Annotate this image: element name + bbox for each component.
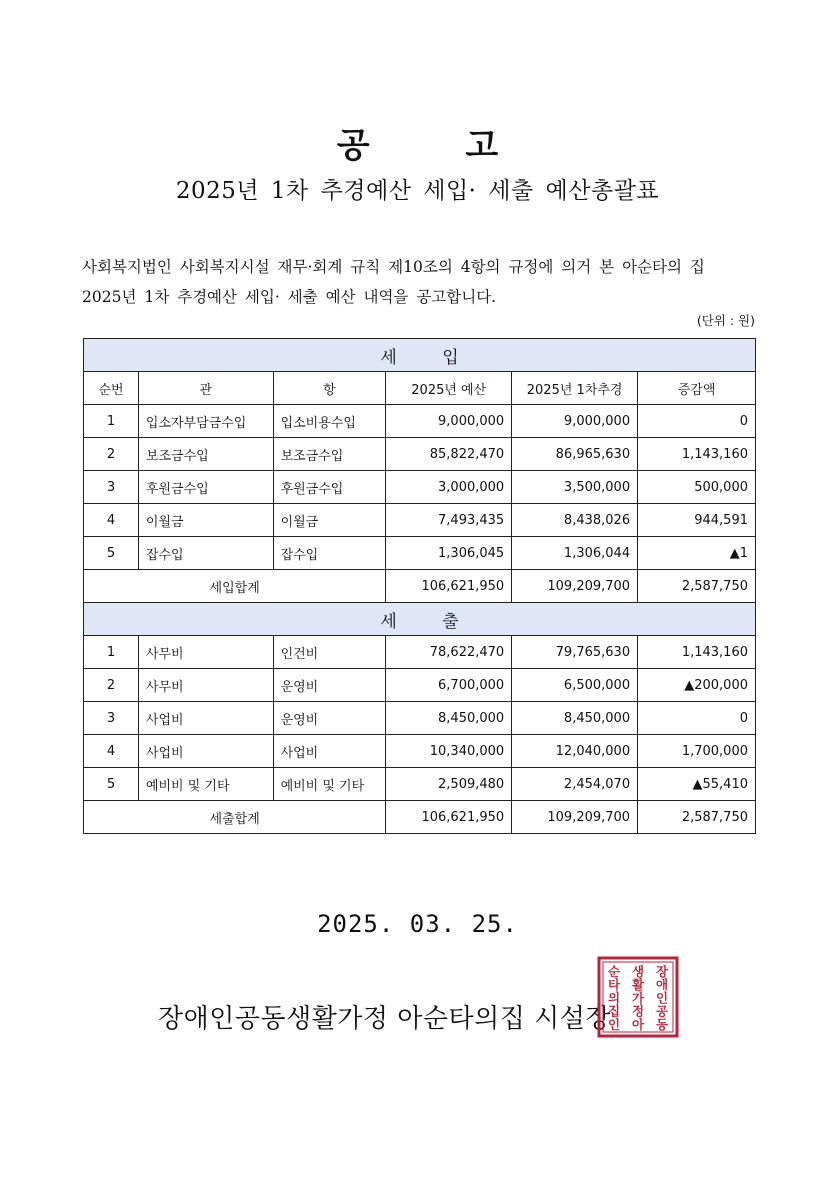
total-label: 세출합계 [84,801,386,834]
row-hang: 잡수입 [273,537,386,570]
row-hang: 입소비용수입 [273,405,386,438]
table-row [84,405,756,438]
row-number: 4 [84,735,139,768]
row-change: ▲200,000 [638,669,756,702]
row-change: 1,143,160 [638,438,756,471]
row-gwan: 잡수입 [138,537,273,570]
row-hang: 후원금수입 [273,471,386,504]
row-number: 4 [84,504,139,537]
row-number: 2 [84,438,139,471]
row-number: 3 [84,471,139,504]
column-header: 순번 [84,372,139,405]
row-budget: 78,622,470 [386,636,512,669]
row-number: 2 [84,669,139,702]
seal-glyph: 인 [655,990,669,1006]
row-gwan: 사무비 [138,669,273,702]
seal-glyph: 의 [607,990,621,1006]
seal-glyph: 정 [631,1003,645,1019]
row-budget: 3,000,000 [386,471,512,504]
row-gwan: 사업비 [138,702,273,735]
seal-glyph: 생 [631,964,645,979]
notice-subtitle: 2025년 1차 추경예산 세입· 세출 예산총괄표 [175,178,660,204]
row-revised: 86,965,630 [512,438,638,471]
row-hang: 사업비 [273,735,386,768]
table-row [84,471,756,504]
row-change: 1,143,160 [638,636,756,669]
row-budget: 1,306,045 [386,537,512,570]
table-row [84,768,756,801]
seal-glyph: 장 [655,964,669,979]
total-revised: 109,209,700 [512,801,638,834]
row-revised: 3,500,000 [512,471,638,504]
row-number: 3 [84,702,139,735]
row-gwan: 예비비 및 기타 [138,768,273,801]
row-budget: 2,509,480 [386,768,512,801]
row-revised: 9,000,000 [512,405,638,438]
row-hang: 운영비 [273,702,386,735]
row-gwan: 후원금수입 [138,471,273,504]
expenditure-section-header [84,603,756,636]
row-number: 5 [84,537,139,570]
row-budget: 6,700,000 [386,669,512,702]
column-header: 관 [138,372,273,405]
notice-body-line-1: 사회복지법인 사회복지시설 재무·회계 규칙 제10조의 4항의 규정에 의거 본 아순타의 집 [82,258,705,276]
seal-glyph: 공 [655,1003,669,1019]
row-revised: 12,040,000 [512,735,638,768]
row-hang: 운영비 [273,669,386,702]
budget-summary-table [83,338,756,834]
row-change: 1,700,000 [638,735,756,768]
row-hang: 인건비 [273,636,386,669]
notice-body-line-2: 2025년 1차 추경예산 세입· 세출 예산 내역을 공고합니다. [82,288,497,306]
seal-glyph: 인 [607,1016,621,1032]
revenue-section-header [84,339,756,372]
total-label: 세입합계 [84,570,386,603]
row-revised: 79,765,630 [512,636,638,669]
total-revised: 109,209,700 [512,570,638,603]
column-header: 항 [273,372,386,405]
row-change: 0 [638,702,756,735]
table-row [84,438,756,471]
seal-glyph: 집 [607,1003,621,1019]
row-revised: 6,500,000 [512,669,638,702]
row-budget: 8,450,000 [386,702,512,735]
signer-name: 장애인공동생활가정 아순타의집 시설장 [158,1004,612,1034]
row-budget: 7,493,435 [386,504,512,537]
column-header: 2025년 예산 [386,372,512,405]
total-change: 2,587,750 [638,570,756,603]
table-row [84,636,756,669]
row-gwan: 이월금 [138,504,273,537]
seal-glyph: 활 [631,977,645,993]
seal-glyph: 아 [631,1016,645,1032]
row-budget: 10,340,000 [386,735,512,768]
total-budget: 106,621,950 [386,570,512,603]
total-change: 2,587,750 [638,801,756,834]
seal-glyph: 타 [607,977,621,993]
notice-body [82,252,762,312]
row-change: 500,000 [638,471,756,504]
row-gwan: 입소자부담금수입 [138,405,273,438]
row-hang: 예비비 및 기타 [273,768,386,801]
row-hang: 이월금 [273,504,386,537]
seal-glyph: 가 [631,990,645,1006]
seal-glyph: 애 [655,977,669,993]
row-budget: 85,822,470 [386,438,512,471]
unit-label: (단위 : 원) [696,313,755,328]
expenditure-total-row [84,801,756,834]
row-gwan: 사무비 [138,636,273,669]
row-budget: 9,000,000 [386,405,512,438]
row-revised: 8,450,000 [512,702,638,735]
row-change: ▲1 [638,537,756,570]
notice-date: 2025. 03. 25. [317,910,518,938]
official-seal-icon [597,956,679,1038]
seal-glyph: 동 [655,1016,669,1032]
row-number: 1 [84,636,139,669]
revenue-total-row [84,570,756,603]
table-row [84,504,756,537]
row-revised: 8,438,026 [512,504,638,537]
row-gwan: 사업비 [138,735,273,768]
seal-glyphs [607,964,669,1032]
column-header-row [84,372,756,405]
row-change: 944,591 [638,504,756,537]
table-row [84,735,756,768]
expenditure-heading: 세 출 [84,603,756,636]
row-gwan: 보조금수입 [138,438,273,471]
notice-title: 공 고 [336,126,541,166]
table-row [84,669,756,702]
row-number: 5 [84,768,139,801]
row-change: ▲55,410 [638,768,756,801]
table-row [84,702,756,735]
row-revised: 2,454,070 [512,768,638,801]
row-hang: 보조금수입 [273,438,386,471]
table-row [84,537,756,570]
total-budget: 106,621,950 [386,801,512,834]
row-number: 1 [84,405,139,438]
revenue-heading: 세 입 [84,339,756,372]
row-change: 0 [638,405,756,438]
row-revised: 1,306,044 [512,537,638,570]
seal-glyph: 순 [607,964,621,979]
column-header: 증감액 [638,372,756,405]
column-header: 2025년 1차추경 [512,372,638,405]
